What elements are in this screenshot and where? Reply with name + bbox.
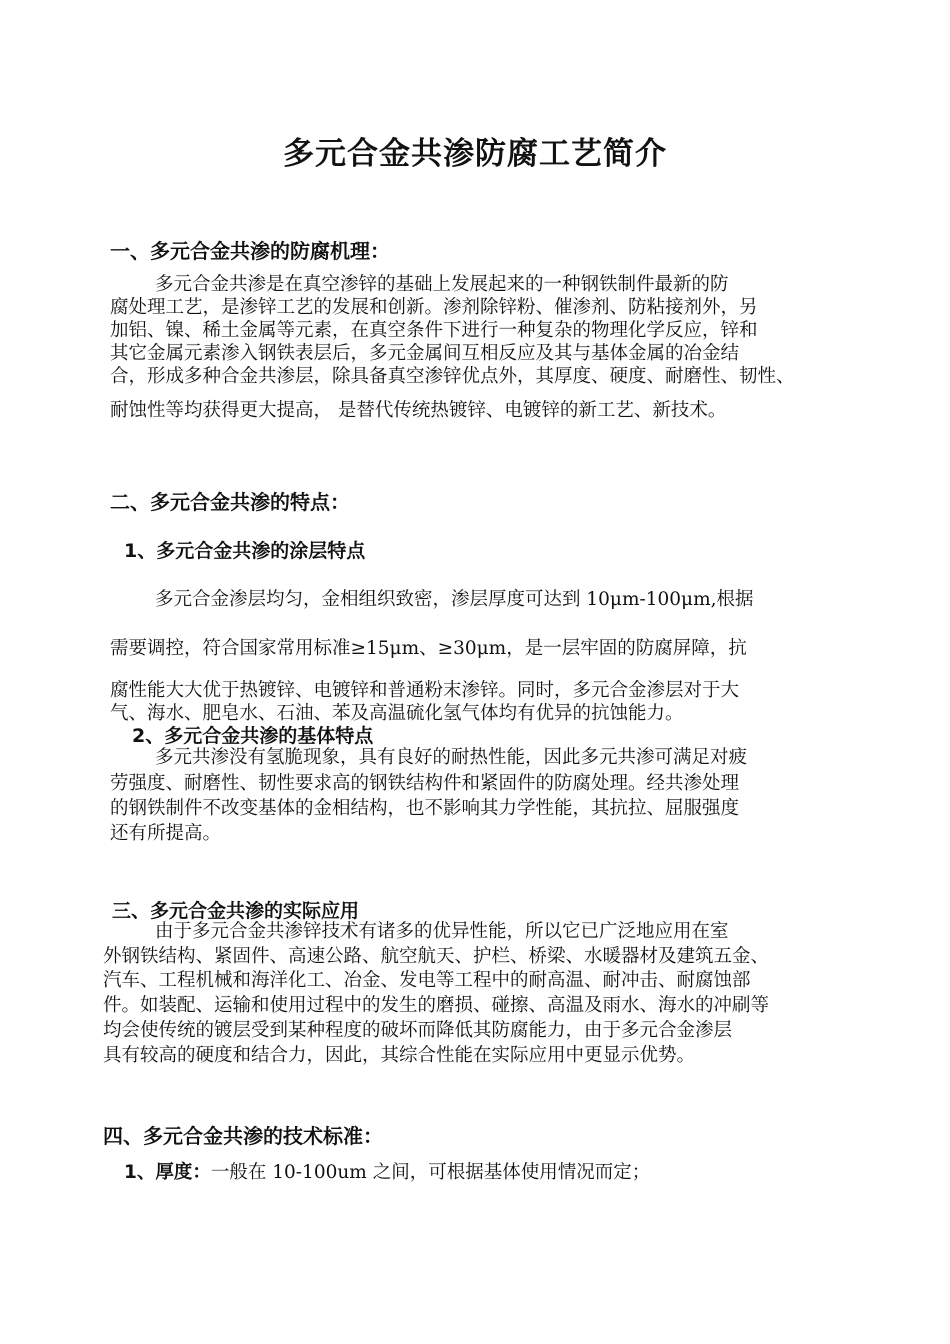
- section-1-line: 腐处理工艺，是渗锌工艺的发展和创新。渗剂除锌粉、催渗剂、防粘接剂外，另: [110, 297, 758, 318]
- section-2-2-line: 的钢铁制件不改变基体的金相结构，也不影响其力学性能，其抗拉、屈服强度: [110, 798, 740, 819]
- section-3-line: 汽车、工程机械和海洋化工、冶金、发电等工程中的耐高温、耐冲击、耐腐蚀部: [103, 970, 751, 991]
- document-title: 多元合金共渗防腐工艺简介: [283, 136, 667, 172]
- section-2-2-line: 劳强度、耐磨性、韧性要求高的钢铁结构件和紧固件的防腐处理。经共渗处理: [110, 773, 740, 794]
- section-2-1-line: 气、海水、肥皂水、石油、苯及高温硫化氢气体均有优异的抗蚀能力。: [110, 703, 684, 724]
- section-1-line: 加铝、镍、稀土金属等元素，在真空条件下进行一种复杂的物理化学反应，锌和: [110, 320, 758, 341]
- section-2-2-heading: 2、多元合金共渗的基体特点: [132, 725, 374, 747]
- section-4-item-1-text: 一般在 10-100um 之间，可根据基体使用情况而定；: [210, 1162, 651, 1183]
- section-1-line: 多元合金共渗是在真空渗锌的基础上发展起来的一种钢铁制件最新的防: [155, 274, 729, 295]
- section-2-1-line: 需要调控，符合国家常用标准≥15μm、≥30μm，是一层牢固的防腐屏障，抗: [110, 638, 747, 659]
- section-2-2-line: 还有所提高。: [110, 823, 222, 844]
- section-4-item-1-label: 1、厚度：: [124, 1162, 211, 1183]
- section-2-1-heading: 1、多元合金共渗的涂层特点: [124, 540, 366, 562]
- section-1-line: 耐蚀性等均获得更大提高， 是替代传统热镀锌、电镀锌的新工艺、新技术。: [110, 400, 727, 421]
- section-1-line: 其它金属元素渗入钢铁表层后，多元金属间互相反应及其与基体金属的冶金结: [110, 343, 740, 364]
- section-2-1-line: 多元合金渗层均匀，金相组织致密，渗层厚度可达到 10μm-100μm,根据: [155, 589, 754, 610]
- section-3-line: 由于多元合金共渗锌技术有诸多的优异性能，所以它已广泛地应用在室: [155, 921, 729, 942]
- section-3-line: 具有较高的硬度和结合力，因此，其综合性能在实际应用中更显示优势。: [103, 1045, 696, 1066]
- section-2-1-line: 腐性能大大优于热镀锌、电镀锌和普通粉末渗锌。同时，多元合金渗层对于大: [110, 680, 740, 701]
- section-1-line: 合，形成多种合金共渗层，除具备真空渗锌优点外，其厚度、硬度、耐磨性、韧性、: [110, 366, 795, 387]
- section-3-line: 外钢铁结构、紧固件、高速公路、航空航天、护栏、桥梁、水暖器材及建筑五金、: [103, 946, 770, 967]
- section-2-2-line: 多元共渗没有氢脆现象，具有良好的耐热性能，因此多元共渗可满足对疲: [155, 747, 748, 768]
- section-2-heading: 二、多元合金共渗的特点：: [110, 490, 350, 514]
- section-1-heading: 一、多元合金共渗的防腐机理：: [110, 239, 390, 263]
- section-4-heading: 四、多元合金共渗的技术标准：: [103, 1124, 383, 1148]
- section-3-line: 件。如装配、运输和使用过程中的发生的磨损、碰擦、高温及雨水、海水的冲刷等: [103, 995, 770, 1016]
- section-3-heading: 三、多元合金共渗的实际应用: [112, 900, 360, 922]
- section-3-line: 均会使传统的镀层受到某种程度的破坏而降低其防腐能力，由于多元合金渗层: [103, 1020, 733, 1041]
- section-4-item-1: [124, 1158, 650, 1184]
